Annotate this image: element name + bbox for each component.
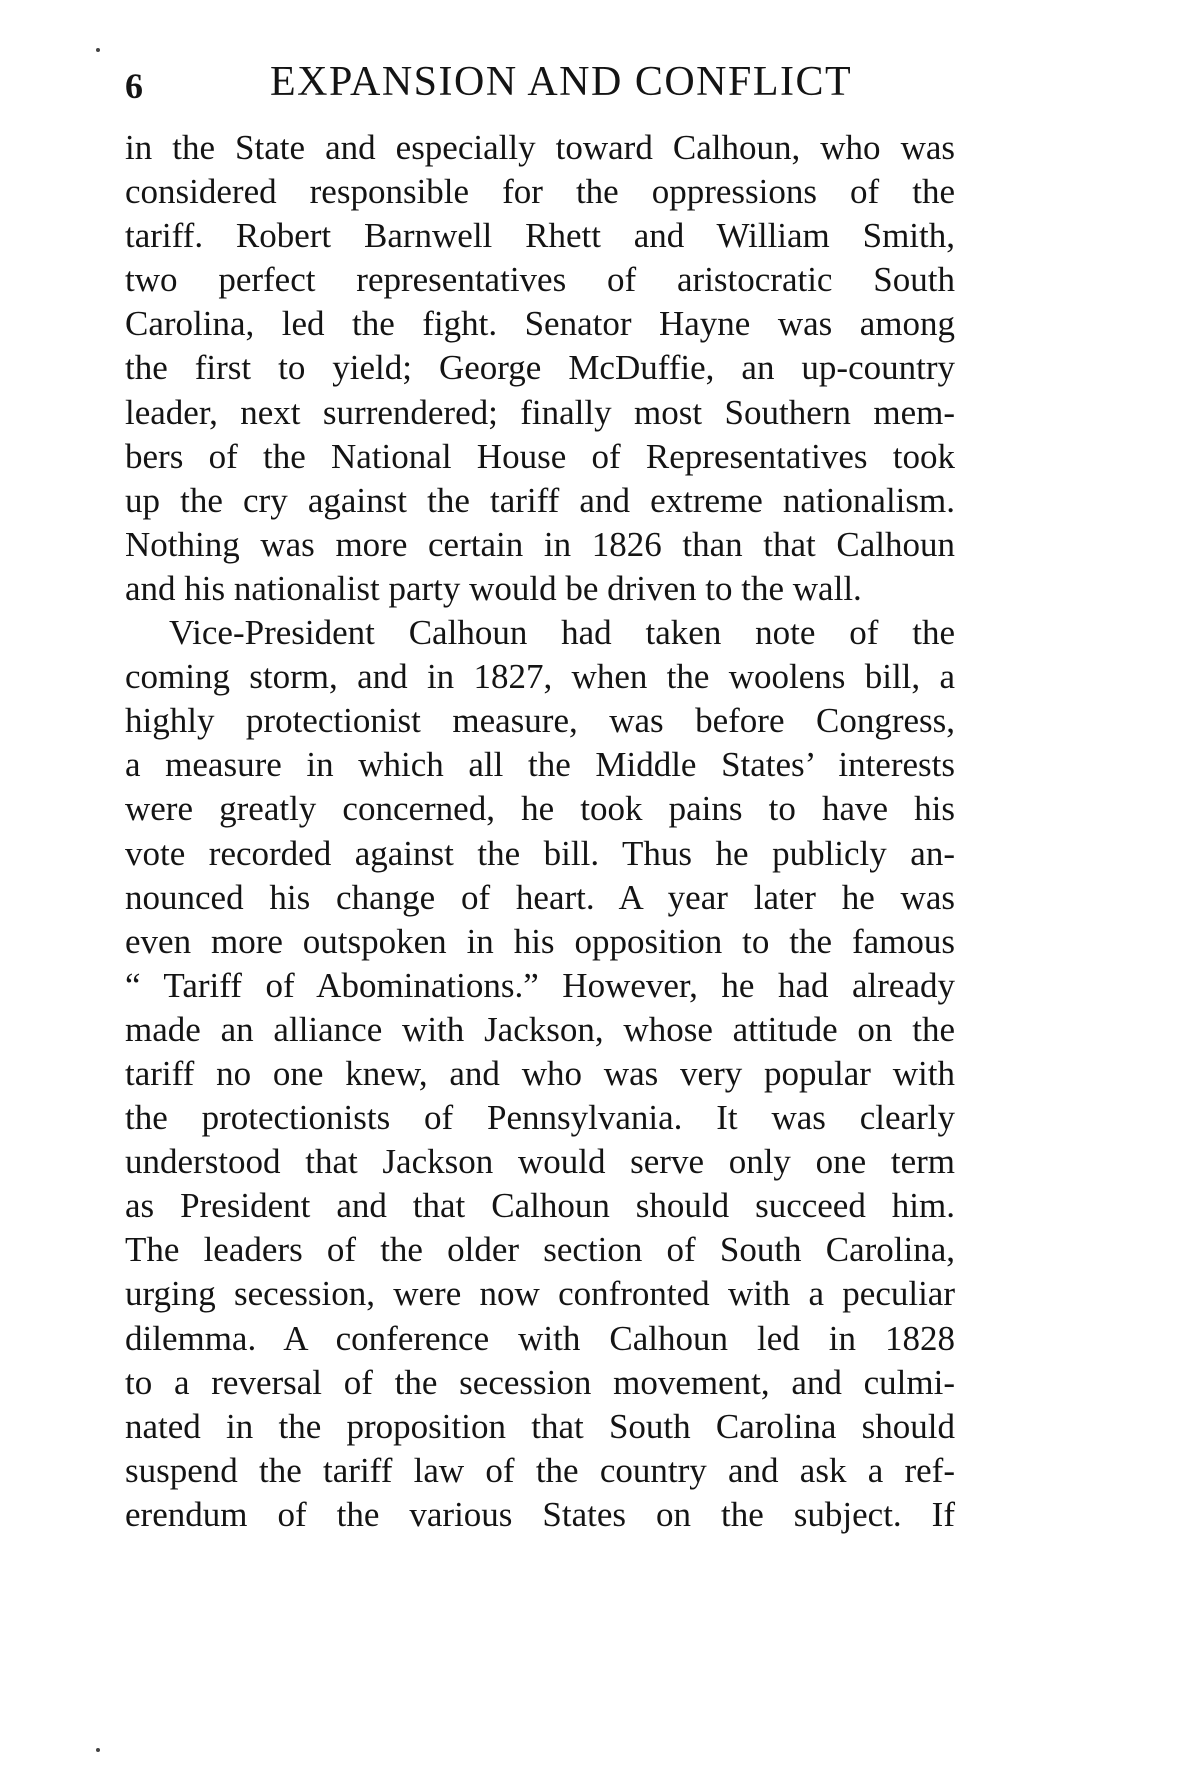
text-line: nounced his change of heart. A year later he was [125, 877, 955, 917]
text-line: were greatly concerned, he took pains to have his [125, 789, 955, 829]
body-text [125, 126, 955, 1537]
text-line: two perfect representatives of aristocratic South [125, 260, 955, 300]
text-line: made an alliance with Jackson, whose attitude on the [125, 1009, 955, 1049]
text-line-paragraph-start: Vice-President Calhoun had taken note of the [169, 613, 955, 653]
text-line: up the cry against the tariff and extreme nationalism. [125, 480, 955, 520]
text-line: as President and that Calhoun should succeed him. [125, 1186, 955, 1226]
margin-speck [96, 1748, 100, 1752]
text-line: tariff no one knew, and who was very popular with [125, 1053, 955, 1093]
text-line: “ Tariff of Abominations.” However, he had already [125, 965, 955, 1005]
text-line: tariff. Robert Barnwell Rhett and William Smith, [125, 216, 955, 256]
text-line: nated in the proposition that South Carolina should [125, 1406, 955, 1446]
text-line: Carolina, led the fight. Senator Hayne was among [125, 304, 955, 344]
text-line: a measure in which all the Middle States’ interests [125, 745, 955, 785]
text-line: to a reversal of the secession movement, and culmi- [125, 1362, 955, 1402]
text-line: erendum of the various States on the subject. If [125, 1494, 955, 1534]
text-line: vote recorded against the bill. Thus he publicly an- [125, 833, 955, 873]
text-line: urging secession, were now confronted with a peculiar [125, 1274, 955, 1314]
text-line: understood that Jackson would serve only one term [125, 1142, 955, 1182]
text-line: The leaders of the older section of South Carolina, [125, 1230, 955, 1270]
page-header [125, 56, 955, 116]
text-line: considered responsible for the oppressions of the [125, 172, 955, 212]
text-line: Nothing was more certain in 1826 than that Calhoun [125, 524, 955, 564]
text-line: suspend the tariff law of the country and ask a ref- [125, 1450, 955, 1490]
text-line: the protectionists of Pennsylvania. It was clearly [125, 1098, 955, 1138]
text-line: in the State and especially toward Calhoun, who was [125, 128, 955, 167]
running-title: EXPANSION AND CONFLICT [270, 59, 853, 105]
text-line: bers of the National House of Representatives took [125, 436, 955, 476]
margin-speck [96, 48, 100, 52]
text-line: dilemma. A conference with Calhoun led in 1828 [125, 1318, 955, 1358]
text-line: even more outspoken in his opposition to the famous [125, 921, 955, 961]
page-number: 6 [125, 66, 143, 106]
text-line: the first to yield; George McDuffie, an up-country [125, 348, 955, 388]
text-line: coming storm, and in 1827, when the woolens bill, a [125, 657, 955, 697]
text-line: highly protectionist measure, was before Congress, [125, 701, 955, 741]
text-line: and his nationalist party would be driven to the wall. [125, 568, 862, 608]
text-line: leader, next surrendered; finally most Southern mem- [125, 392, 955, 432]
